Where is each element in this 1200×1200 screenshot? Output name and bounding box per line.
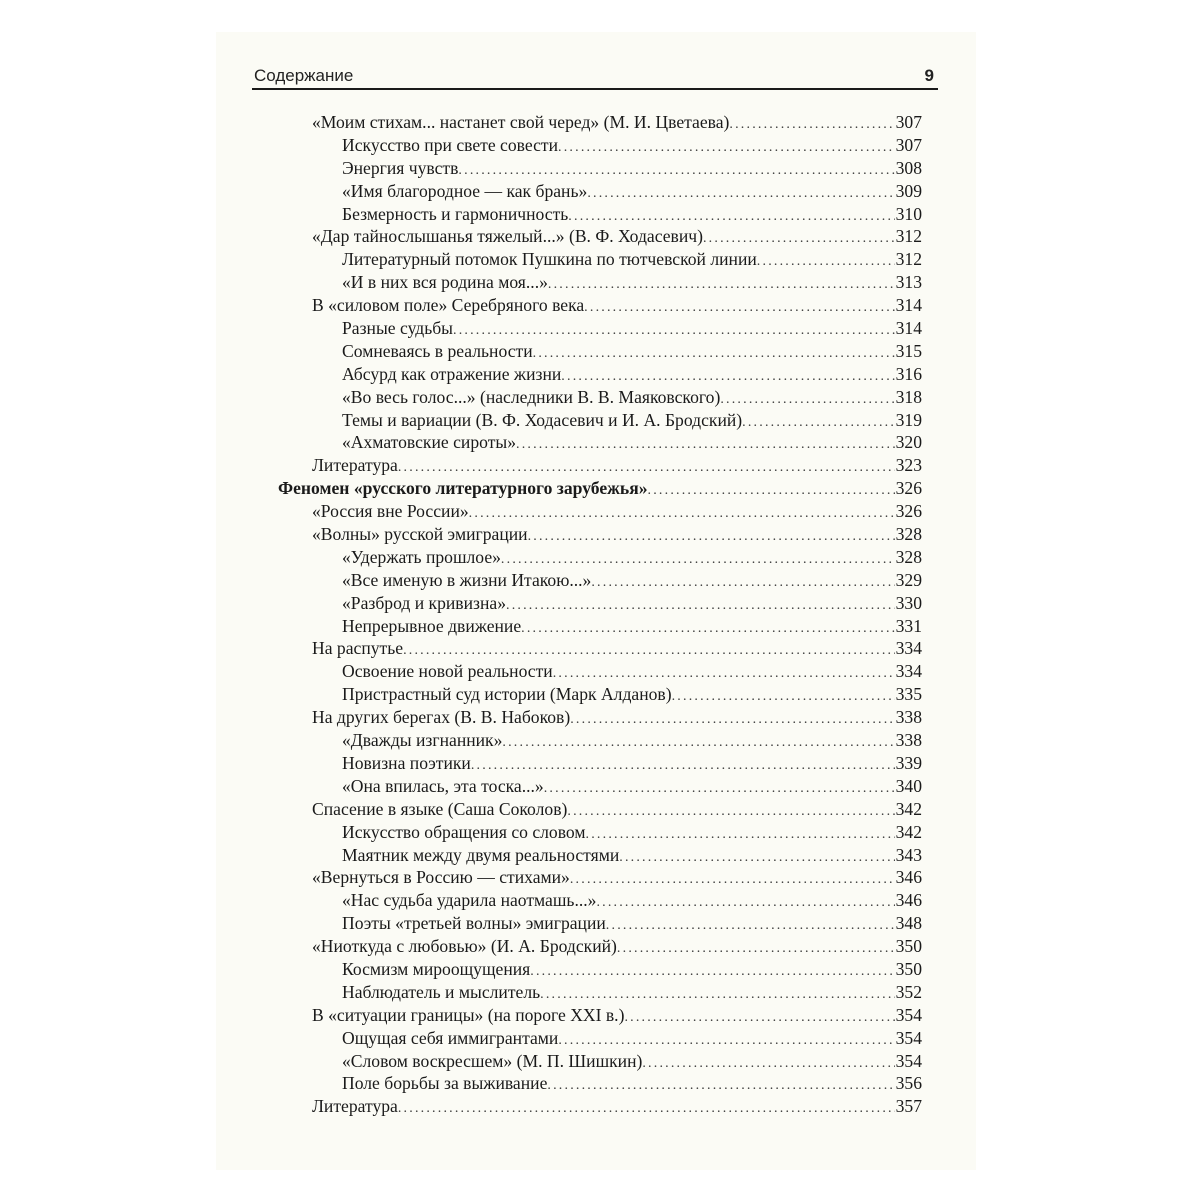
toc-entry-page: 331 [895,615,922,636]
toc-entry [278,1095,922,1118]
toc-entry-title: Безмерность и гармоничность [342,203,569,224]
toc-dot-leader [548,274,895,297]
toc-dot-leader [624,1007,894,1030]
toc-entry-title: На других берегах (В. В. Набоков) [312,707,571,728]
toc-entry [278,546,922,569]
toc-entry [278,866,922,889]
toc-entry-page: 346 [895,890,922,911]
toc-entry [278,1072,922,1095]
toc-entry-page: 342 [895,798,922,819]
toc-entry-title: «Волны» русской эмиграции [312,524,528,545]
toc-entry [278,294,922,317]
toc-entry [278,1027,922,1050]
toc-entry [278,775,922,798]
toc-entry-title: На распутье [312,638,404,659]
toc-entry [278,569,922,592]
toc-entry-page: 318 [895,386,922,407]
toc-dot-leader [544,778,895,801]
toc-entry-page: 335 [895,684,922,705]
toc-entry-title: «Во весь голос...» (наследники В. В. Маяковского) [342,386,721,407]
toc-entry-page: 354 [895,1004,922,1025]
toc-entry-page: 329 [895,569,922,590]
toc-entry [278,523,922,546]
toc-entry-page: 307 [895,112,922,132]
toc-entry [278,637,922,660]
toc-dot-leader [502,732,894,755]
toc-entry [278,592,922,615]
toc-entry-title: «Моим стихам... настанет свой черед» (М. И. Цветаева) [312,112,730,132]
toc-entry-title: В «силовом поле» Серебряного века [312,295,585,316]
toc-entry-page: 312 [895,226,922,247]
toc-entry-page: 343 [895,844,922,865]
toc-entry [278,431,922,454]
toc-entry-page: 328 [895,546,922,567]
toc-entry [278,409,922,432]
toc-entry-page: 342 [895,821,922,842]
toc-entry [278,935,922,958]
toc-dot-leader [648,480,895,503]
header-title: Содержание [254,66,354,85]
toc-entry-title: Энергия чувств [342,157,459,178]
toc-dot-leader [586,824,895,847]
toc-entry-title: Поэты «третьей волны» эмиграции [342,913,606,934]
toc-entry-title: «Словом воскресшем» (М. П. Шишкин) [342,1050,643,1071]
toc-dot-leader [506,595,895,618]
toc-entry [278,363,922,386]
toc-dot-leader [606,915,895,938]
toc-dot-leader [516,434,895,457]
running-header [252,58,938,90]
toc-entry-page: 313 [895,272,922,293]
toc-entry-page: 323 [895,455,922,476]
toc-entry-title: Сомневаясь в реальности [342,340,533,361]
toc-entry-page: 319 [895,409,922,430]
toc-entry-title: Ощущая себя иммигрантами [342,1027,559,1048]
toc-entry-page: 354 [895,1050,922,1071]
toc-entry [278,248,922,271]
toc-entry [278,660,922,683]
toc-entry-page: 314 [895,318,922,339]
toc-dot-leader [617,938,895,961]
toc-entry-title: Космизм мироощущения [342,958,531,979]
toc-entry-page: 334 [895,638,922,659]
toc-entry-title: Освоение новой реальности [342,661,553,682]
toc-entry-title: Литература [312,455,398,476]
toc-entry-page: 338 [895,730,922,751]
toc-entry-page: 346 [895,867,922,888]
toc-dot-leader [547,1075,894,1098]
toc-entry [278,912,922,935]
toc-entry-page: 356 [895,1073,922,1094]
toc-entry-page: 312 [895,249,922,270]
toc-entry [278,889,922,912]
toc-dot-leader [591,572,894,595]
toc-dot-leader [742,412,894,435]
toc-entry-page: 352 [895,981,922,1002]
toc-entry-title: «Россия вне России» [312,501,469,522]
toc-entry-page: 334 [895,661,922,682]
toc-entry [278,225,922,248]
toc-entry [278,111,922,134]
toc-dot-leader [729,114,894,137]
toc-entry-page: 339 [895,752,922,773]
toc-entry-page: 309 [895,180,922,201]
toc-entry-page: 314 [895,295,922,316]
toc-entry [278,203,922,226]
toc-entry-page: 310 [895,203,922,224]
toc-entry [278,454,922,477]
toc-entry-title: «Нас судьба ударила наотмашь...» [342,890,597,911]
toc-dot-leader [587,183,894,206]
toc-entry [278,340,922,363]
toc-entry-title: «Имя благородное — как брань» [342,180,588,201]
toc-dot-leader [530,961,894,984]
toc-entry-title: «Вернуться в Россию — стихами» [312,867,570,888]
toc-entry [278,958,922,981]
toc-entry [278,1050,922,1073]
book-page [216,32,976,1170]
toc-entry [278,683,922,706]
toc-entry [278,500,922,523]
toc-entry-title: «Ниоткуда с любовью» (И. А. Бродский) [312,936,617,957]
toc-dot-leader [528,526,895,549]
toc-dot-leader [672,686,895,709]
toc-entry-title: В «ситуации границы» (на пороге XXI в.) [312,1004,625,1025]
toc-entry-title: Литература [312,1096,398,1117]
toc-entry [278,981,922,1004]
toc-entry [278,317,922,340]
header-page-number: 9 [924,66,934,85]
toc-dot-leader [584,297,894,320]
toc-entry-title: Непрерывное движение [342,615,522,636]
toc-dot-leader [567,801,894,824]
toc-dot-leader [521,618,894,641]
toc-entry-page: 308 [895,157,922,178]
toc-entry-page: 328 [895,524,922,545]
toc-entry-title: «И в них вся родина моя...» [342,272,548,293]
toc-entry-title: Абсурд как отражение жизни [342,363,562,384]
toc-dot-leader [469,503,895,526]
toc-entry-title: Литературный потомок Пушкина по тютчевской линии [342,249,757,270]
toc-entry-page: 350 [895,958,922,979]
toc-entry-title: Разные судьбы [342,318,453,339]
toc-entry-page: 307 [895,134,922,155]
toc-entry-page: 348 [895,913,922,934]
toc-entry-page: 338 [895,707,922,728]
toc-dot-leader [720,389,894,412]
toc-entry-page: 326 [895,501,922,522]
toc-entry [278,706,922,729]
toc-entry-page: 320 [895,432,922,453]
toc-entry-title: Темы и вариации (В. Ф. Ходасевич и И. А. Бродский) [342,409,743,430]
toc-dot-leader [642,1053,894,1076]
toc-entry [278,477,922,500]
toc-dot-leader [596,892,894,915]
toc-entry [278,134,922,157]
toc-entry-title: Искусство при свете совести [342,134,559,155]
toc-entry-page: 340 [895,775,922,796]
toc-entry-title: «Удержать прошлое» [342,546,501,567]
toc-dot-leader [757,251,895,274]
toc-entry [278,752,922,775]
toc-entry-title: «Все именую в жизни Итакою...» [342,569,592,590]
toc-entry-title: «Ахматовские сироты» [342,432,516,453]
toc-entry [278,180,922,203]
table-of-contents [278,111,922,1118]
toc-entry-title: Феномен «русского литературного зарубежья» [278,478,648,499]
toc-entry-title: Спасение в языке (Саша Соколов) [312,798,568,819]
toc-entry-page: 357 [895,1096,922,1117]
toc-entry [278,798,922,821]
toc-dot-leader [398,1098,895,1121]
toc-entry-page: 350 [895,936,922,957]
toc-dot-leader [570,709,894,732]
toc-dot-leader [558,137,895,160]
toc-dot-leader [570,869,895,892]
toc-entry [278,1004,922,1027]
toc-entry-title: «Она впилась, эта тоска...» [342,775,544,796]
toc-entry-title: Маятник между двумя реальностями [342,844,620,865]
toc-entry-title: «Разброд и кривизна» [342,592,506,613]
toc-entry [278,615,922,638]
toc-entry-page: 330 [895,592,922,613]
toc-entry [278,729,922,752]
toc-entry-title: Поле борьбы за выживание [342,1073,548,1094]
toc-entry-page: 316 [895,363,922,384]
toc-dot-leader [619,847,894,870]
toc-entry-page: 354 [895,1027,922,1048]
toc-entry [278,386,922,409]
toc-entry [278,271,922,294]
toc-entry-title: Пристрастный суд истории (Марк Алданов) [342,684,672,705]
toc-entry-page: 326 [895,478,922,499]
toc-entry [278,157,922,180]
toc-entry-page: 315 [895,340,922,361]
toc-entry-title: Наблюдатель и мыслитель [342,981,541,1002]
toc-entry-title: «Дважды изгнанник» [342,730,503,751]
toc-entry [278,844,922,867]
toc-entry [278,821,922,844]
toc-entry-title: «Дар тайнослышанья тяжелый...» (В. Ф. Ходасевич) [312,226,703,247]
toc-entry-title: Новизна поэтики [342,752,471,773]
toc-dot-leader [533,343,895,366]
toc-entry-title: Искусство обращения со словом [342,821,586,842]
